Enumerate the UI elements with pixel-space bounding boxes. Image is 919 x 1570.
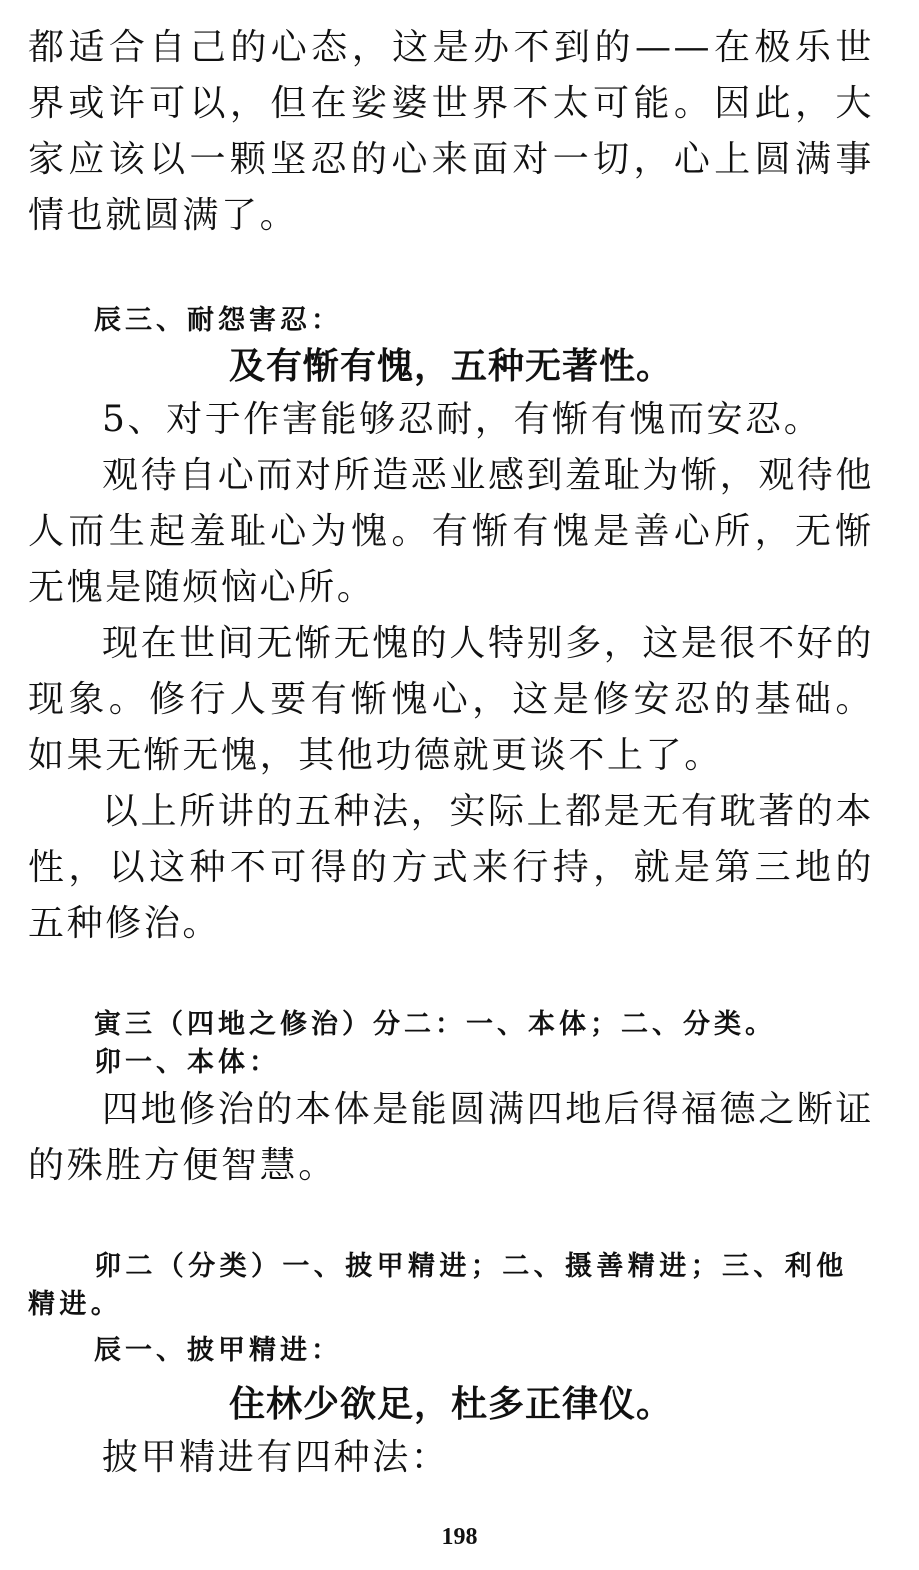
paragraph-world: 现在世间无惭无愧的人特别多，这是很不好的现象。修行人要有惭愧心，这是修安忍的基础。如果无惭无愧，其他功德就更谈不上了。 bbox=[28, 623, 875, 776]
section-heading-yin-san: 寅三（四地之修治）分二：一、本体；二、分类。 bbox=[94, 1009, 776, 1040]
spacer bbox=[28, 952, 874, 1006]
paragraph-summary: 以上所讲的五种法，实际上都是无有耽著的本性，以这种不可得的方式来行持，就是第三地的五种修治。 bbox=[28, 791, 875, 944]
section-heading-chen-yi: 辰一、披甲精进： bbox=[94, 1335, 342, 1366]
spacer bbox=[28, 244, 874, 302]
paragraph-can-kui: 观待自心而对所造恶业感到羞耻为惭，观待他人而生起羞耻心为愧。有惭有愧是善心所，无惭无愧是随烦恼心所。 bbox=[28, 455, 875, 608]
paragraph-essence: 四地修治的本体是能圆满四地后得福德之断证的殊胜方便智慧。 bbox=[28, 1089, 875, 1186]
section-heading-chen-san: 辰三、耐怨害忍： bbox=[94, 305, 342, 336]
root-verse-2: 住林少欲足，杜多正律仪。 bbox=[228, 1383, 673, 1424]
root-verse-1: 及有惭有愧，五种无著性。 bbox=[228, 345, 673, 386]
paragraph-armor-diligence: 披甲精进有四种法： bbox=[102, 1437, 450, 1478]
spacer bbox=[28, 1370, 874, 1378]
paragraph-continuation: 都适合自己的心态，这是办不到的——在极乐世界或许可以，但在娑婆世界不太可能。因此，大家应该以一颗坚忍的心来面对一切，心上圆满事情也就圆满了。 bbox=[28, 27, 874, 236]
spacer bbox=[28, 1194, 874, 1248]
spacer bbox=[28, 1324, 874, 1332]
page-content bbox=[28, 20, 874, 1486]
section-heading-mao-er: 卯二（分类）一、披甲精进；二、摄善精进；三、利他精进。 bbox=[28, 1251, 848, 1320]
section-heading-mao-yi: 卯一、本体： bbox=[94, 1047, 280, 1078]
page-number: 198 bbox=[441, 1524, 478, 1550]
paragraph-item-5: 5、对于作害能够忍耐，有惭有愧而安忍。 bbox=[102, 399, 823, 440]
